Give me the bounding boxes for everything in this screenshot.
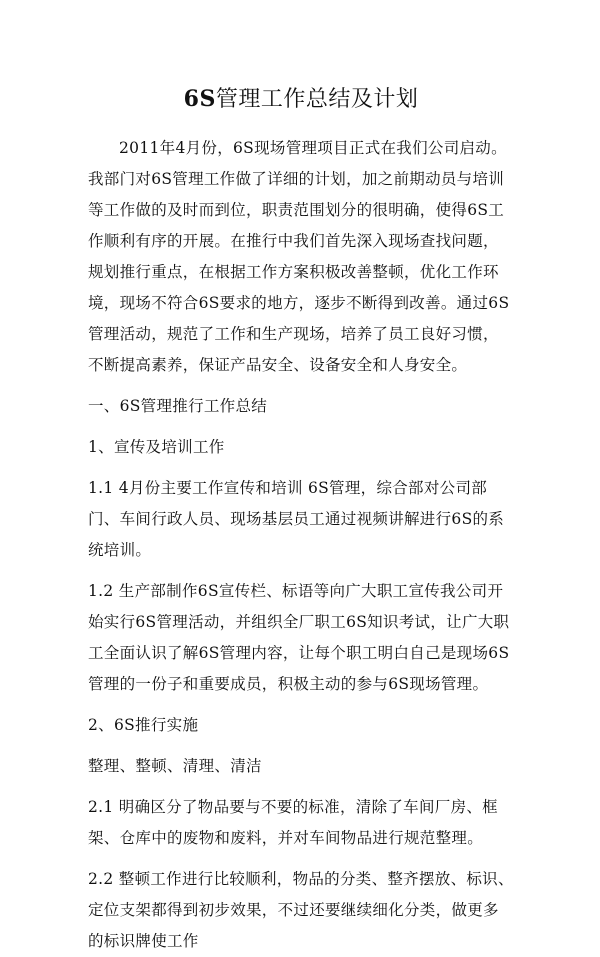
sub1-heading: 1、宣传及培训工作 <box>88 438 225 456</box>
item-2-2: 2.2 整顿工作进行比较顺利，物品的分类、整齐摆放、标识、定位支架都得到初步效果，不过还要继续细化分类，做更多的标识牌使工作 <box>88 870 514 950</box>
title-prefix: 6S <box>183 86 216 112</box>
sub2-heading: 2、6S推行实施 <box>88 716 199 734</box>
item-1-2: 1.2 生产部制作6S宣传栏、标语等向广大职工宣传我公司开始实行6S管理活动，并组织全厂职工6S知识考试，让广大职工全面认识了解6S管理内容，让每个职工明白自己是现场6S管理的一份子和重要成员，积极主动的参与6S现场管理。 <box>88 582 510 693</box>
title-rest: 管理工作总结及计划 <box>215 87 419 112</box>
section1-heading: 一、6S管理推行工作总结 <box>88 397 268 415</box>
sub2-line: 整理、整顿、清理、清洁 <box>88 757 262 775</box>
intro-paragraph: 2011年4月份，6S现场管理项目正式在我们公司启动。我部门对6S管理工作做了详细的计划，加之前期动员与培训等工作做的及时而到位，职责范围划分的很明确，使得6S工作顺利有序的开展。在推行中我们首先深入现场查找问题，规划推行重点，在根据工作方案积极改善整顿，优化工作环境，现场不符合6S要求的地方，逐步不断得到改善。通过6S管理活动，规范了工作和生产现场，培养了员工良好习惯，不断提高素养，保证产品安全、设备安全和人身安全。 <box>88 139 510 374</box>
item-2-1: 2.1 明确区分了物品要与不要的标准，清除了车间厂房、框架、仓库中的废物和废料，并对车间物品进行规范整理。 <box>88 798 498 847</box>
item-1-1: 1.1 4月份主要工作宣传和培训 6S管理，综合部对公司部门、车间行政人员、现场基层员工通过视频讲解进行6S的系统培训。 <box>88 479 505 559</box>
page-title <box>88 84 514 115</box>
